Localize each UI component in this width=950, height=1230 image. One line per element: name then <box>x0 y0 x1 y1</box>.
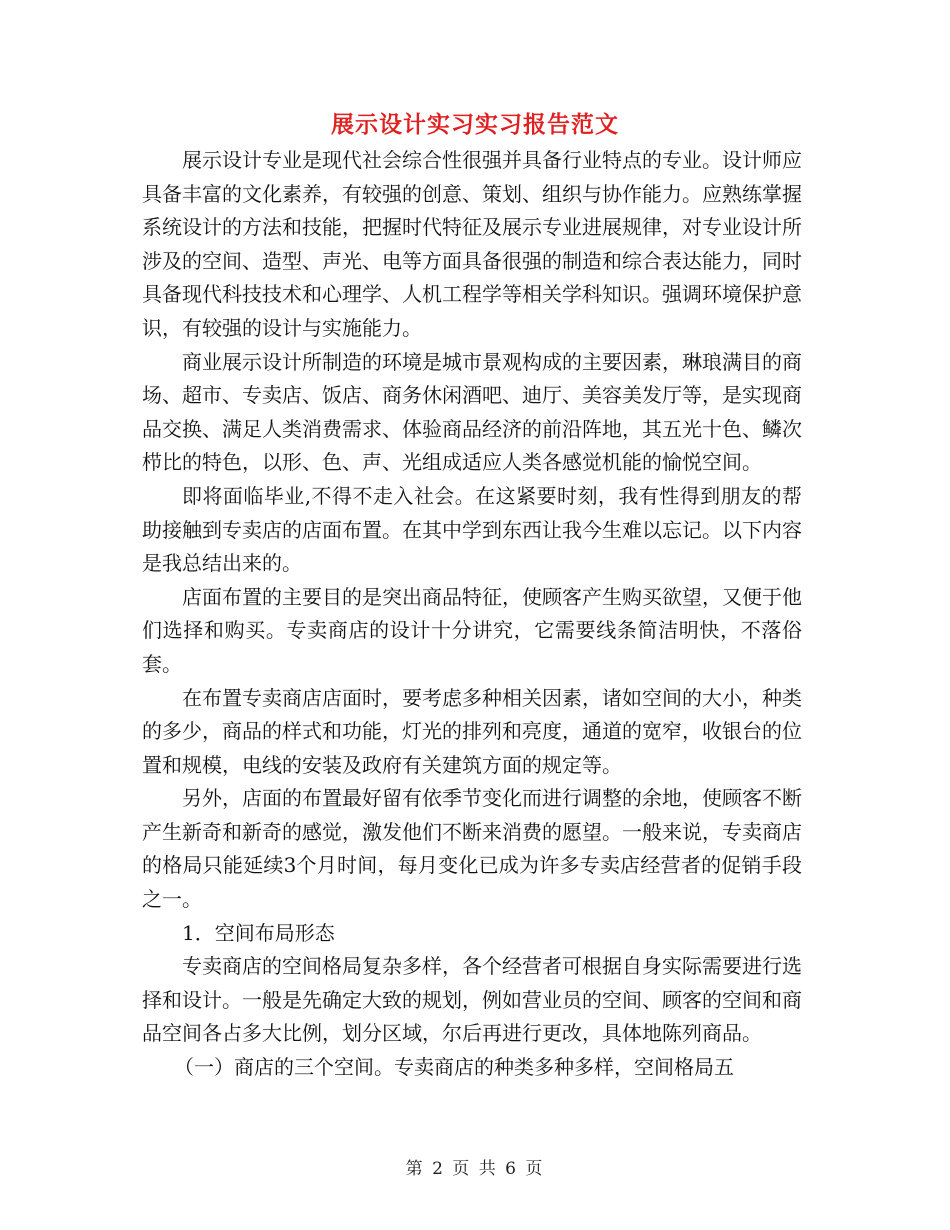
paragraph: 即将面临毕业,不得不走入社会。在这紧要时刻，我有性得到朋友的帮助接触到专卖店的店面布置。在其中学到东西让我今生难以忘记。以下内容是我总结出来的。 <box>142 483 802 576</box>
paragraph: 另外，店面的布置最好留有依季节变化而进行调整的余地，使顾客不断产生新奇和新奇的感觉，激发他们不断来消费的愿望。一般来说，专卖商店的格局只能延续3个月时间，每月变化已成为许多专卖店经营者的促销手段之一。 <box>142 786 802 912</box>
paragraph: 展示设计专业是现代社会综合性很强并具备行业特点的专业。设计师应具备丰富的文化素养，有较强的创意、策划、组织与协作能力。应熟练掌握系统设计的方法和技能，把握时代特征及展示专业进展规律，对专业设计所涉及的空间、造型、声光、电等方面具备很强的制造和综合表达能力，同时具备现代科技技术和心理学、人机工程学等相关学科知识。强调环境保护意识，有较强的设计与实施能力。 <box>142 148 802 340</box>
subsection-paragraph: （一）商店的三个空间。专卖商店的种类多种多样，空间格局五 <box>174 1055 734 1080</box>
paragraph: 在布置专卖商店店面时，要考虑多种相关因素，诸如空间的大小，种类的多少，商品的样式和功能，灯光的排列和亮度，通道的宽窄，收银台的位置和规模，电线的安装及政府有关建筑方面的规定等。 <box>142 685 802 777</box>
paragraph: 专卖商店的空间格局复杂多样，各个经营者可根据自身实际需要进行选择和设计。一般是先确定大致的规划，例如营业员的空间、顾客的空间和商品空间各占多大比例，划分区域，尔后再进行更改，具体地陈列商品。 <box>142 954 802 1046</box>
page-footer: 第 2 页 共 6 页 <box>405 1159 545 1179</box>
document-title: 展示设计实习实习报告范文 <box>331 111 619 138</box>
section-heading: 1．空间布局形态 <box>182 920 335 945</box>
paragraph: 商业展示设计所制造的环境是城市景观构成的主要因素，琳琅满目的商场、超市、专卖店、饭店、商务休闲酒吧、迪厅、美容美发厅等，是实现商品交换、满足人类消费需求、体验商品经济的前沿阵地，其五光十色、鳞次栉比的特色，以形、色、声、光组成适应人类各感觉机能的愉悦空间。 <box>142 349 802 475</box>
document-body <box>142 144 802 1085</box>
paragraph: 店面布置的主要目的是突出商品特征，使顾客产生购买欲望，又便于他们选择和购买。专卖商店的设计十分讲究，它需要线条简洁明快，不落俗套。 <box>142 584 802 676</box>
